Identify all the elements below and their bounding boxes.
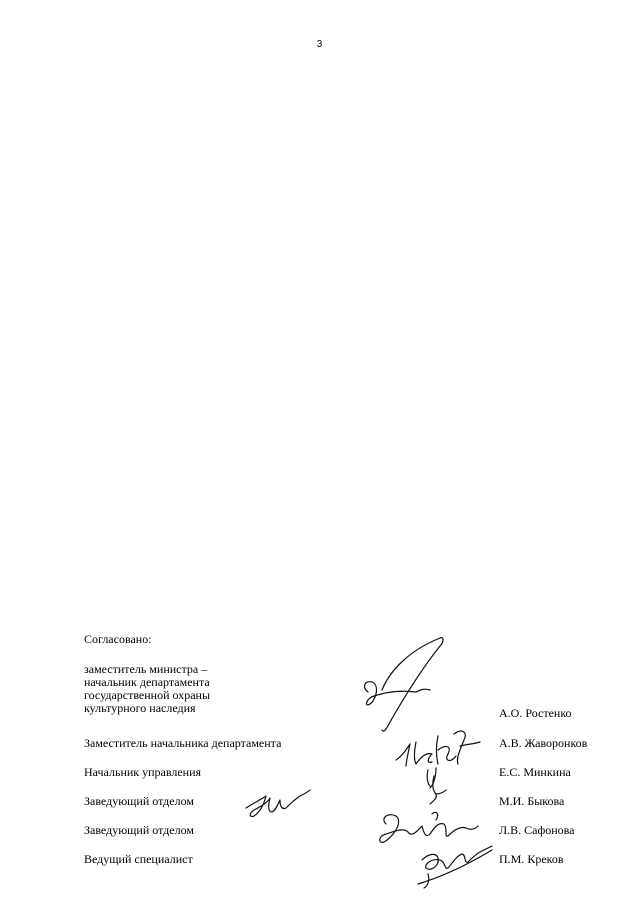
- signatory-position: [84, 663, 210, 715]
- position-line: культурного наследия: [84, 701, 196, 715]
- position-line: Заместитель начальника департамента: [84, 736, 282, 750]
- position-line: Начальник управления: [84, 765, 202, 779]
- position-line: Заведующий отделом: [84, 794, 194, 808]
- signature-bykova: [244, 788, 314, 823]
- signatory-name: П.М. Креков: [499, 852, 564, 866]
- signature-krekov: [408, 838, 498, 893]
- signatory-name: М.И. Быкова: [499, 794, 565, 808]
- signature-minkina: [424, 772, 454, 807]
- signatory-name: А.О. Ростенко: [499, 706, 572, 720]
- approval-heading: Согласовано:: [84, 632, 152, 646]
- position-line: начальник департамента: [84, 675, 210, 689]
- position-line: Заведующий отделом: [84, 823, 194, 837]
- position-line: заместитель министра –: [84, 662, 208, 676]
- signatory-position: [84, 737, 281, 750]
- position-line: государственной охраны: [84, 688, 211, 702]
- position-line: Ведущий специалист: [84, 852, 193, 866]
- signatory-name: Л.В. Сафонова: [499, 823, 575, 837]
- signatory-name: А.В. Жаворонков: [499, 736, 588, 750]
- signatory-position: [84, 795, 194, 808]
- signatory-position: [84, 824, 194, 837]
- signatory-position: [84, 853, 193, 866]
- signatory-name: Е.С. Минкина: [499, 765, 571, 779]
- signatory-position: [84, 766, 201, 779]
- page-number: 3: [316, 39, 323, 50]
